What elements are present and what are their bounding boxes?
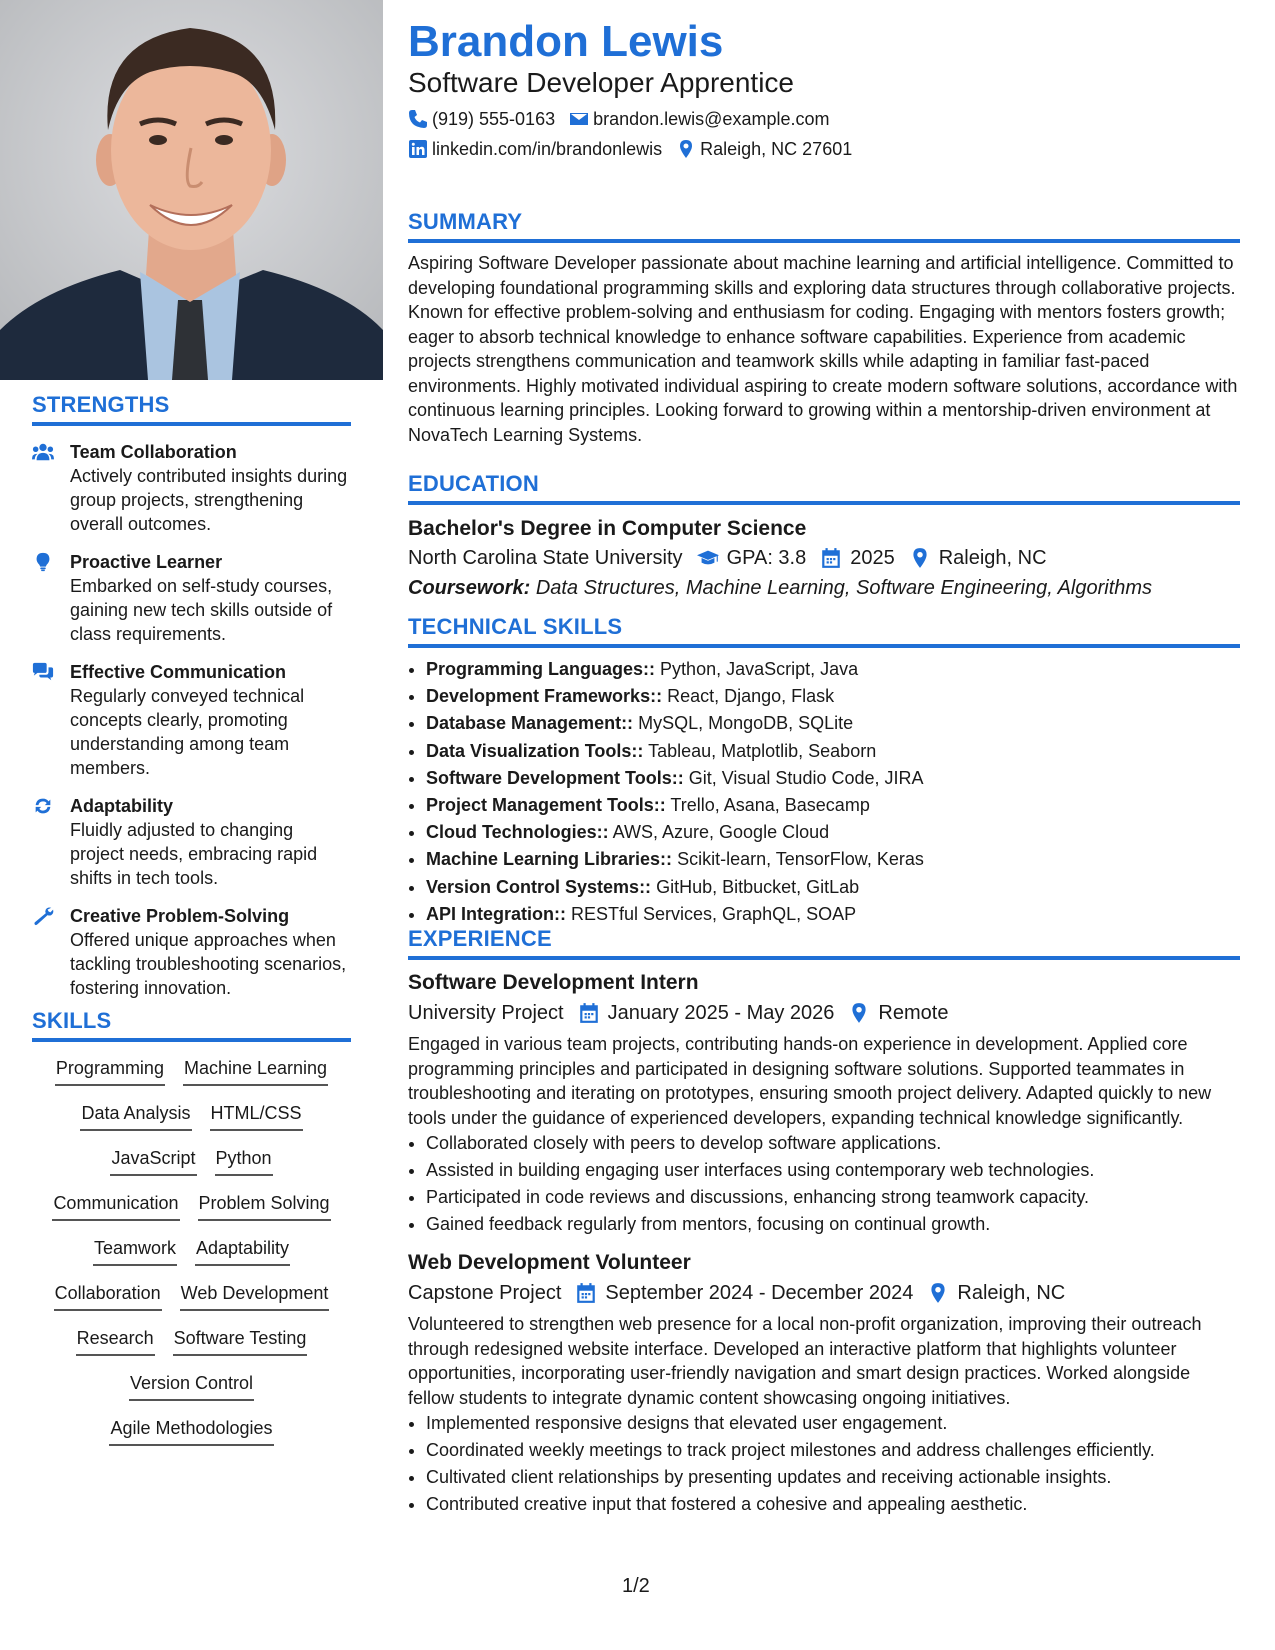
profile-photo	[0, 0, 383, 380]
strength-desc: Regularly conveyed technical concepts clearly, promoting understanding among team members.	[70, 686, 305, 778]
strength-item	[32, 794, 351, 890]
skill-tag: Collaboration	[54, 1281, 162, 1311]
job-dates: January 2025 - May 2026	[607, 1002, 835, 1024]
strength-desc: Embarked on self-study courses, gaining new tech skills outside of class requirements.	[70, 576, 333, 644]
strengths-heading: STRENGTHS	[32, 392, 351, 426]
technical-skills-section	[408, 614, 1240, 928]
envelope-icon	[569, 109, 589, 129]
skill-tag: Data Analysis	[80, 1101, 191, 1131]
job-description: Volunteered to strengthen web presence for a local non-profit organization, improving their outreach through redesigned website interface. Developed an interactive platform that highlights volunteer opportunities, incorporating user-friendly navigation and smart design practices. Worked alongside fellow students to integrate dynamic content showcasing ongoing initiatives.	[408, 1314, 1202, 1408]
list-item: • Cultivated client relationships by presenting updates and receiving actionable insights.	[426, 1464, 1240, 1491]
job-description: Engaged in various team projects, contributing hands-on experience in development. Applied core programming principles and participated in designing software solutions. Supported teammates in troubleshooting and iterating on prototypes, ensuring smooth project delivery. Adapted quickly to new tools under the guidance of experienced developers, expanding technical knowledge significantly.	[408, 1034, 1212, 1128]
phone-text: (919) 555-0163	[432, 109, 556, 129]
list-item: • Cloud Technologies:: AWS, Azure, Google Cloud	[426, 819, 1240, 846]
degree-title: Bachelor's Degree in Computer Science	[408, 517, 807, 540]
list-item: • Coordinated weekly meetings to track project milestones and address challenges efficiently.	[426, 1437, 1240, 1464]
skills-section	[32, 1008, 351, 1461]
lightbulb-icon	[32, 552, 54, 572]
job-bullets	[408, 1130, 1240, 1238]
job-location: Raleigh, NC	[957, 1282, 1066, 1304]
skill-row	[32, 1101, 351, 1146]
list-item: • Gained feedback regularly from mentors, focusing on continual growth.	[426, 1211, 1240, 1238]
candidate-title: Software Developer Apprentice	[408, 67, 794, 98]
skill-tag: Adaptability	[195, 1236, 290, 1266]
list-item: • Programming Languages:: Python, JavaScript, Java	[426, 656, 1240, 683]
strength-desc: Offered unique approaches when tackling troubleshooting scenarios, fostering innovation.	[70, 930, 347, 998]
skill-tag: Problem Solving	[198, 1191, 331, 1221]
skill-row	[32, 1416, 351, 1461]
strength-title: Proactive Learner	[70, 552, 223, 572]
contact-row-1	[408, 107, 829, 131]
experience-heading: EXPERIENCE	[408, 926, 1240, 960]
skills-heading: SKILLS	[32, 1008, 351, 1042]
strengths-section	[32, 392, 351, 1014]
school-name: North Carolina State University	[408, 547, 683, 569]
education-location: Raleigh, NC	[938, 547, 1047, 569]
skill-tag: Python	[215, 1146, 273, 1176]
job-meta	[408, 1278, 1240, 1308]
strength-title: Adaptability	[70, 796, 174, 816]
gpa-text: GPA: 3.8	[726, 547, 807, 569]
calendar-icon	[820, 547, 842, 569]
wrench-icon	[32, 906, 54, 926]
skill-tag: Web Development	[180, 1281, 330, 1311]
job-title: Web Development Volunteer	[408, 1251, 691, 1274]
job-dates: September 2024 - December 2024	[605, 1282, 914, 1304]
coursework-label: Coursework:	[408, 577, 531, 599]
linkedin-text: linkedin.com/in/brandonlewis	[432, 139, 663, 159]
education-heading: EDUCATION	[408, 471, 1240, 505]
coursework	[408, 573, 1240, 603]
linkedin-icon	[408, 139, 428, 159]
list-item: • Software Development Tools:: Git, Visual Studio Code, JIRA	[426, 765, 1240, 792]
map-pin-icon	[927, 1282, 949, 1304]
education-meta	[408, 543, 1240, 573]
list-item: • Implemented responsive designs that elevated user engagement.	[426, 1410, 1240, 1437]
skill-row	[32, 1146, 351, 1191]
job-location: Remote	[878, 1002, 949, 1024]
list-item: • Project Management Tools:: Trello, Asana, Basecamp	[426, 792, 1240, 819]
skills-tags	[32, 1056, 351, 1461]
list-item: • Participated in code reviews and discussions, enhancing strong teamwork capacity.	[426, 1184, 1240, 1211]
location-text: Raleigh, NC 27601	[700, 139, 853, 159]
list-item: • Contributed creative input that fostered a cohesive and appealing aesthetic.	[426, 1491, 1240, 1518]
skill-tag: HTML/CSS	[210, 1101, 303, 1131]
skill-tag: Research	[76, 1326, 155, 1356]
skill-row	[32, 1191, 351, 1236]
education-section	[408, 471, 1240, 603]
list-item: • API Integration:: RESTful Services, GraphQL, SOAP	[426, 901, 1240, 928]
list-item: • Collaborated closely with peers to develop software applications.	[426, 1130, 1240, 1157]
calendar-icon	[575, 1282, 597, 1304]
phone-icon	[408, 109, 428, 129]
job-title: Software Development Intern	[408, 971, 699, 994]
list-item: • Data Visualization Tools:: Tableau, Matplotlib, Seaborn	[426, 738, 1240, 765]
candidate-name: Brandon Lewis	[408, 17, 724, 66]
skill-tag: Machine Learning	[183, 1056, 328, 1086]
job-org: Capstone Project	[408, 1282, 562, 1304]
list-item: • Development Frameworks:: React, Django, Flask	[426, 683, 1240, 710]
job-meta	[408, 998, 1240, 1028]
email-text: brandon.lewis@example.com	[593, 109, 830, 129]
skill-tag: Teamwork	[93, 1236, 177, 1266]
job-org: University Project	[408, 1002, 564, 1024]
map-pin-icon	[848, 1002, 870, 1024]
skill-row	[32, 1056, 351, 1101]
map-pin-icon	[909, 547, 931, 569]
experience-section	[408, 926, 1240, 1518]
coursework-list: Data Structures, Machine Learning, Software Engineering, Algorithms	[535, 577, 1153, 599]
strength-title: Effective Communication	[70, 662, 287, 682]
skill-tag: Communication	[52, 1191, 179, 1221]
skill-row	[32, 1236, 351, 1281]
job-bullets	[408, 1410, 1240, 1518]
strength-item	[32, 550, 351, 646]
job-entry	[408, 968, 1240, 1238]
skill-row	[32, 1281, 351, 1326]
contact-row-2	[408, 137, 852, 161]
strength-title: Creative Problem-Solving	[70, 906, 290, 926]
skill-tag: Agile Methodologies	[109, 1416, 273, 1446]
summary-heading: SUMMARY	[408, 209, 1240, 243]
list-item: • Database Management:: MySQL, MongoDB, SQLite	[426, 710, 1240, 737]
strength-item	[32, 904, 351, 1000]
summary-section	[408, 209, 1240, 447]
page-number: 1/2	[622, 1575, 650, 1597]
sync-icon	[32, 796, 54, 816]
strength-desc: Fluidly adjusted to changing project needs, embracing rapid shifts in tech tools.	[70, 820, 318, 888]
strength-desc: Actively contributed insights during group projects, strengthening overall outcomes.	[70, 466, 348, 534]
skill-tag: JavaScript	[110, 1146, 196, 1176]
job-entry	[408, 1248, 1240, 1518]
graduation-cap-icon	[697, 547, 719, 569]
list-item: • Version Control Systems:: GitHub, Bitbucket, GitLab	[426, 874, 1240, 901]
summary-text: Aspiring Software Developer passionate about machine learning and artificial intelligence. Committed to developing foundational programming skills and exploring data structures through collaborative projects. Known for effective problem-solving and enthusiasm for coding. Engaging with mentors fosters growth; eager to absorb technical knowledge to enhance software capabilities. Experience from academic projects strengthens communication and teamwork skills while adapting in familiar fast-paced environments. Highly motivated individual aspiring to create modern software solutions, accordance with continuous learning principles. Looking forward to growing within a mentorship-driven environment at NovaTech Learning Systems.	[408, 253, 1238, 445]
skill-tag: Software Testing	[173, 1326, 308, 1356]
technical-skills-list	[408, 656, 1240, 928]
skill-row	[32, 1326, 351, 1371]
skill-row	[32, 1371, 351, 1416]
map-pin-icon	[676, 139, 696, 159]
comments-icon	[32, 662, 54, 682]
list-item: • Machine Learning Libraries:: Scikit-learn, TensorFlow, Keras	[426, 846, 1240, 873]
technical-skills-heading: TECHNICAL SKILLS	[408, 614, 1240, 648]
strength-title: Team Collaboration	[70, 442, 237, 462]
graduation-year: 2025	[850, 547, 895, 569]
strength-item	[32, 440, 351, 536]
strength-item	[32, 660, 351, 780]
calendar-icon	[578, 1002, 600, 1024]
users-icon	[32, 442, 54, 462]
skill-tag: Version Control	[129, 1371, 254, 1401]
list-item: • Assisted in building engaging user interfaces using contemporary web technologies.	[426, 1157, 1240, 1184]
skill-tag: Programming	[55, 1056, 165, 1086]
